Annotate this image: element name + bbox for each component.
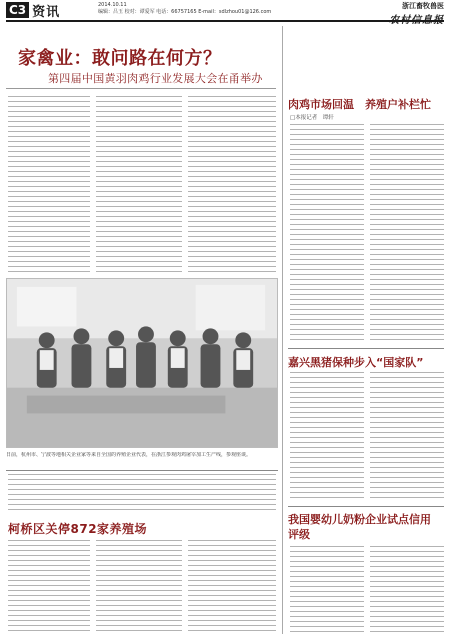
lead-photo [6,278,278,448]
edition-block [389,1,444,26]
chicken-body-col-2 [370,124,444,344]
issue-meta: 编辑：吕玉 校对：谭爱军 电话：66757165 E-mail：sdlzhou01@126.com [98,9,272,15]
page-badge [6,2,60,18]
bottom-left-col-3 [188,540,276,634]
divider-right-1 [288,348,444,349]
column-separator [282,26,283,634]
issue-date: 2014.10.11 [98,2,127,8]
lead-body-col-1 [8,96,90,272]
lead-deck: 第四届中国黄羽肉鸡行业发展大会在甬举办 [48,72,263,85]
bottom-left-col-2 [96,540,182,634]
masthead-rule [6,20,444,22]
edition-region: 浙江畜牧兽医 [402,2,444,10]
lead-headline: 家禽业：敢问路在何方？ [18,48,222,69]
bottom-left-headline: 柯桥区关停872家养殖场 [8,522,148,536]
divider-lead-bottom [6,470,278,471]
chicken-market-headline: 肉鸡市场回温 养殖户补栏忙 [288,98,431,111]
paper-name [389,11,444,26]
masthead [0,0,450,20]
chicken-body-col-1 [290,124,364,344]
baby-formula-body-col-1 [290,546,364,634]
baby-formula-headline: 我国婴幼儿奶粉企业试点信用评级 [288,513,431,541]
photo-caption-text: 日前，杭州市、宁波等地相关企业家等来自全国的养殖企业代表，在浙江参观肉鸡屠宰加工生产线，参观座谈。 [6,452,252,458]
black-pig-headline: 嘉兴黑猪保种步入“国家队” [288,356,424,369]
bottom-left-col-1 [8,540,90,634]
chicken-market-byline: □本报记者 谭轩 [290,115,334,121]
lead-body-col-2 [96,96,182,272]
issue-info [98,2,271,16]
black-pig-body-col-1 [290,372,364,502]
lead-rule [6,88,276,89]
section-name: 资讯 [32,4,61,20]
black-pig-body-col-2 [370,372,444,502]
divider-right-2 [288,506,444,507]
photo-illustration [7,279,277,447]
lead-body-continued [8,474,276,514]
baby-formula-body-col-2 [370,546,444,634]
page-number: C3 [6,2,29,18]
photo-caption [6,452,278,466]
lead-body-col-3 [188,96,276,272]
